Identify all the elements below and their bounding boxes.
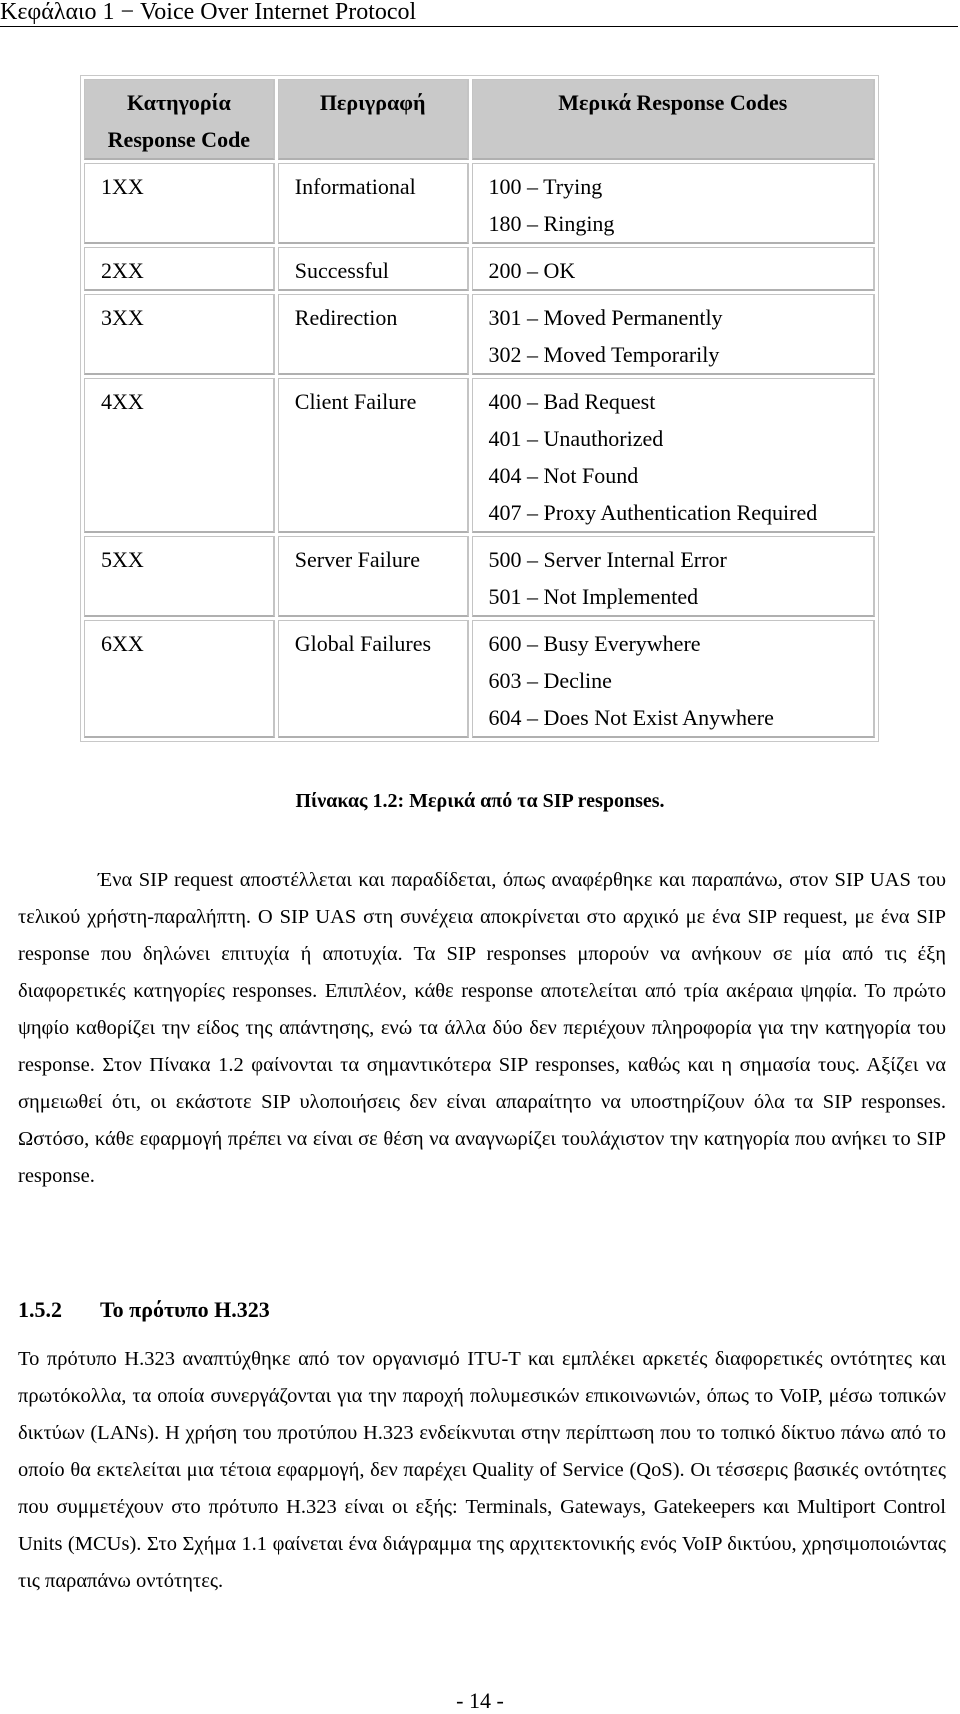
description-cell: Redirection [278, 294, 469, 375]
running-head: Κεφάλαιο 1 − Voice Over Internet Protocol [0, 0, 958, 27]
codes-cell [472, 163, 875, 244]
page-number: - 14 - [456, 1688, 504, 1713]
response-code: 180 – Ringing [488, 211, 615, 236]
table-row [84, 247, 875, 291]
category-cell: 6XX [84, 620, 275, 738]
codes-cell [472, 247, 875, 291]
codes-cell [472, 294, 875, 375]
category-cell: 5XX [84, 536, 275, 617]
table-header-row [84, 79, 875, 160]
response-code: 407 – Proxy Authentication Required [488, 500, 818, 525]
description-cell: Informational [278, 163, 469, 244]
description-cell: Client Failure [278, 378, 469, 533]
table-row [84, 620, 875, 738]
table-row [84, 378, 875, 533]
response-code: 200 – OK [488, 258, 576, 283]
response-code: 400 – Bad Request [488, 389, 656, 414]
category-cell: 2XX [84, 247, 275, 291]
codes-cell [472, 378, 875, 533]
response-code: 604 – Does Not Exist Anywhere [488, 705, 774, 730]
description-cell: Successful [278, 247, 469, 291]
header-codes: Μερικά Response Codes [472, 79, 875, 160]
header-category-line: Κατηγορία [126, 90, 231, 115]
table-row [84, 163, 875, 244]
response-code: 401 – Unauthorized [488, 426, 664, 451]
body-paragraph: Το πρότυπο H.323 αναπτύχθηκε από τον οργανισμό ITU-T και εμπλέκει αρκετές διαφορετικές οντότητες και πρωτόκολλα, τα οποία συνεργάζονται για την παροχή πολυμεσικών επικοινωνιών, όπως το VoIP, μέσω τοπικών δικτύων (LANs). Η χρήση του προτύπου H.323 ενδείκνυται στην περίπτωση που το τοπικό δίκτυο πάνω από το οποίο θα εκτελείται μια τέτοια εφαρμογή, δεν παρέχει Quality of Service (QoS). Οι τέσσερις βασικές οντότητες που συμμετέχουν στο πρότυπο H.323 είναι οι εξής: Terminals, Gateways, Gatekeepers και Multiport Control Units (MCUs). Στο Σχήμα 1.1 φαίνεται ένα διάγραμμα της αρχιτεκτονικής ενός VoIP δικτύου, χρησιμοποιώντας τις παραπάνω οντότητες. [18, 1348, 946, 1592]
section-number: 1.5.2 [18, 1297, 62, 1322]
category-cell: 1XX [84, 163, 275, 244]
header-category-line: Response Code [107, 127, 251, 152]
codes-cell [472, 620, 875, 738]
response-code: 404 – Not Found [488, 463, 639, 488]
table-row [84, 294, 875, 375]
body-paragraph: Ένα SIP request αποστέλλεται και παραδίδεται, όπως αναφέρθηκε και παραπάνω, στον SIP UAS του τελικού χρήστη-παραλήπτη. Ο SIP UAS στη συνέχεια αποκρίνεται στο αρχικό με ένα SIP request, με ένα SIP response που δηλώνει επιτυχία ή αποτυχία. Τα SIP responses μπορούν να ανήκουν σε μία από τις έξη διαφορετικές κατηγορίες responses. Επιπλέον, κάθε response αποτελείται από τρία ακέραια ψηφία. Το πρώτο ψηφίο καθορίζει την είδος της απάντησης, ενώ τα άλλα δύο δεν περιέχουν πληροφορία για την κατηγορία του response. Στον Πίνακα 1.2 φαίνονται τα σημαντικότερα SIP responses, καθώς και η σημασία τους. Αξίζει να σημειωθεί ότι, οι εκάστοτε SIP υλοποιήσεις δεν είναι απαραίτητο να υποστηρίζουν όλα τα SIP responses. Ωστόσο, κάθε εφαρμογή πρέπει να είναι σε θέση να αναγνωρίζει τουλάχιστον την κατηγορία που ανήκει το SIP response. [18, 869, 946, 1187]
table-row [84, 536, 875, 617]
response-code: 600 – Busy Everywhere [488, 631, 701, 656]
table-caption: Πίνακας 1.2: Μερικά από τα SIP responses. [295, 790, 665, 812]
response-code: 302 – Moved Temporarily [488, 342, 720, 367]
section-title: Το πρότυπο H.323 [100, 1297, 270, 1322]
codes-cell [472, 536, 875, 617]
response-code: 500 – Server Internal Error [488, 547, 727, 572]
response-code: 603 – Decline [488, 668, 612, 693]
table-body [84, 163, 875, 738]
header-description: Περιγραφή [278, 79, 469, 160]
category-cell: 3XX [84, 294, 275, 375]
response-code: 501 – Not Implemented [488, 584, 699, 609]
section-heading [18, 1297, 270, 1323]
header-category [84, 79, 275, 160]
description-cell: Server Failure [278, 536, 469, 617]
description-cell: Global Failures [278, 620, 469, 738]
sip-response-table [80, 75, 879, 742]
response-code: 100 – Trying [488, 174, 603, 199]
response-code: 301 – Moved Permanently [488, 305, 723, 330]
category-cell: 4XX [84, 378, 275, 533]
